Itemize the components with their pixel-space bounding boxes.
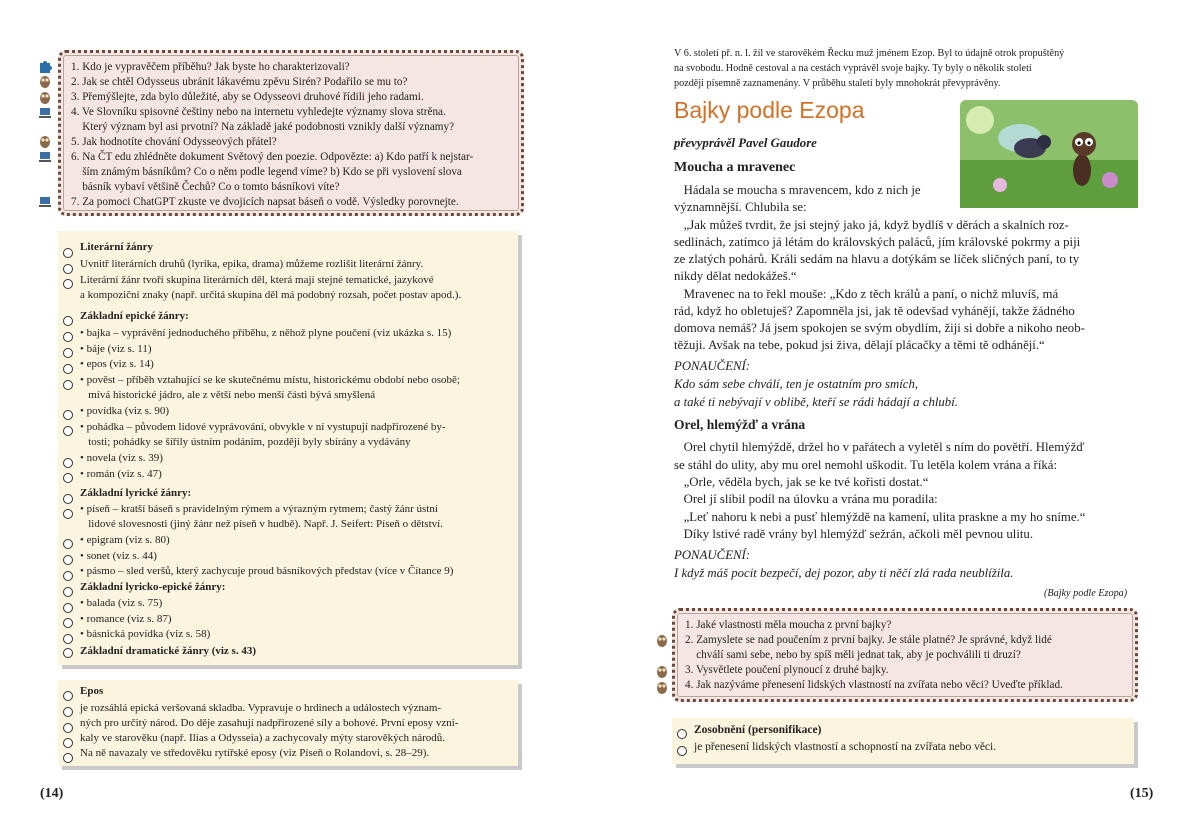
bullet-circle <box>63 618 73 628</box>
bullet-circle <box>63 753 73 763</box>
personification-box <box>672 718 1134 764</box>
epic-item: • bajka – vyprávění jednoduchého příběhu, z něhož plyne poučení (viz ukázka s. 15) <box>80 327 452 339</box>
literary-genres-box <box>58 231 518 665</box>
epos-line: je rozsáhlá epická veršovaná skladba. Vypravuje o hrdinech a událostech význam- <box>80 702 442 714</box>
computer-icon <box>38 195 52 209</box>
bullet-circle <box>63 473 73 483</box>
bullet-circle <box>63 380 73 390</box>
right-page <box>600 0 1200 838</box>
epic-item: • báje (viz s. 11) <box>80 343 152 355</box>
fable-1-line: Hádala se moucha s mravencem, kdo z nich je <box>674 183 921 197</box>
personification-heading: Zosobnění (personifikace) <box>694 724 822 736</box>
moral-1-line: Kdo sám sebe chválí, ten je ostatním pro smích, <box>674 377 919 391</box>
bullet-circle <box>63 691 73 701</box>
bullet-circle <box>63 738 73 748</box>
intro-line: později písemně zaznamenány. V průběhu staletí byly mnohokrát převyprávěny. <box>674 78 1001 89</box>
question-3: 3. Vysvětlete poučení plynoucí z druhé bajky. <box>685 664 889 676</box>
lyric-item: • epigram (viz s. 80) <box>80 534 170 546</box>
epic-item: • pověst – příběh vztahující se ke skutečnému místu, historickému období nebo osobě; <box>80 374 460 386</box>
question-5: 5. Jak hodnotíte chování Odysseových přátel? <box>71 136 277 148</box>
bullet-circle <box>63 264 73 274</box>
intro-line: na svobodu. Hodně cestoval a na cestách vyprávěl svoje bajky. Ty byly o několik století <box>674 63 1032 74</box>
fable-1-line: ze zlatých pohárů. Králi sedám na hlavu a dotýkám se líček sličných paní, to ty <box>674 252 1080 266</box>
question-3: 3. Přemýšlejte, zda bylo důležité, aby se Odysseovi druhové řídili jeho radami. <box>71 91 424 103</box>
computer-icon <box>38 150 52 164</box>
lyric-item: • píseň – kratší báseň s pravidelným rýmem a výrazným rytmem; častý žánr ústní <box>80 503 438 515</box>
epos-heading: Epos <box>80 685 104 697</box>
question-6: 6. Na ČT edu zhlédněte dokument Světový den poezie. Odpovězte: a) Kdo patří k nejstar- <box>71 151 474 163</box>
fable-1-line: Mravenec na to řekl mouše: „Kdo z těch králů a paní, o nichž mluvíš, má <box>674 287 1059 301</box>
bullet-circle <box>63 634 73 644</box>
page-number: (15) <box>1130 786 1154 801</box>
question-6-cont2: básník vybaví většině Čechů? Co o tomto básníkovi víte? <box>82 181 340 193</box>
fable-1-line: významnější. Chlubila se: <box>674 200 807 214</box>
genres-heading: Literární žánry <box>80 241 154 253</box>
lyrepic-item: • básnická povídka (viz s. 58) <box>80 628 211 640</box>
epic-item: • novela (viz s. 39) <box>80 452 163 464</box>
fable-2-title: Orel, hlemýžď a vrána <box>674 417 806 432</box>
moral-2: I když máš pocit bezpečí, dej pozor, aby ti něčí zlá rada neublížila. <box>674 566 1014 580</box>
fable-2-line: Díky lstivé radě vrány byl hlemýžď sežrán, ačkoli měl pevnou ulitu. <box>674 527 1034 541</box>
lyric-item: • sonet (viz s. 44) <box>80 550 157 562</box>
epic-item: • povídka (viz s. 90) <box>80 405 170 417</box>
lyrepic-item: • romance (viz s. 87) <box>80 613 172 625</box>
bullet-circle <box>63 426 73 436</box>
source-note: (Bajky podle Ezopa) <box>1044 588 1128 599</box>
genres-intro-1: Uvnitř literárních druhů (lyrika, epika, drama) můžeme rozlišit literární žánry. <box>80 258 424 270</box>
lyric-item: • pásmo – sled veršů, který zachycuje proud básníkových představ (více v Čítance 9) <box>80 565 454 577</box>
moral-label: PONAUČENÍ: <box>674 359 751 373</box>
owl-icon <box>38 74 52 88</box>
lyrepic-item: • balada (viz s. 75) <box>80 597 163 609</box>
genres-intro-3: a kompoziční znaky (např. určitá skupina děl má podobný rozsah, počet postav apod.). <box>80 289 462 301</box>
question-2: 2. Zamyslete se nad poučením z první bajky. Je stále platné? Je správné, když lidé <box>685 634 1052 646</box>
bullet-circle <box>677 729 687 739</box>
owl-icon <box>655 680 669 694</box>
epos-line: ných pro určitý národ. Do děje zasahují nadpřirozené síly a bohové. První eposy vzni- <box>80 717 459 729</box>
lyric-heading: Základní lyrické žánry: <box>80 487 192 499</box>
questions-box-right <box>672 608 1138 702</box>
fable-1-line: nikdy dělat nedokážeš.“ <box>674 269 797 283</box>
fable-2-line: se stáhl do ulity, aby mu orel nemohl uškodit. Tu letěla kolem vrána a říká: <box>674 458 1058 472</box>
questions-box-left <box>58 50 524 216</box>
bullet-circle <box>63 509 73 519</box>
bullet-circle <box>677 746 687 756</box>
question-6-cont: ším známým básníkům? Co o něm podle legend víme? b) Kdo se při vyslovení slova <box>82 166 462 178</box>
genres-intro-2: Literární žánr tvoří skupina literárních děl, která mají stejné tematické, jazykové <box>80 274 434 286</box>
fly-and-ant-illustration <box>960 100 1138 208</box>
bullet-circle <box>63 279 73 289</box>
computer-icon <box>38 106 52 120</box>
puzzle-icon <box>38 60 52 74</box>
moral-label: PONAUČENÍ: <box>674 548 751 562</box>
intro-line: V 6. století př. n. l. žil ve starověkém Řecku muž jménem Ezop. Byl to údajně otrok propuštěný <box>674 48 1065 59</box>
fable-2-line: „Leť nahoru k nebi a pusť hlemýždě na kamení, ulita praskne a my ho sníme.“ <box>674 510 1086 524</box>
fable-1-line: těžuji. Avšak na tebe, pokud jsi živa, dělají plácačky a těmi tě odhánějí.“ <box>674 338 1045 352</box>
owl-icon <box>38 90 52 104</box>
fable-2-line: „Orle, věděla bych, jak se ke tvé kořisti dostat.“ <box>674 475 929 489</box>
owl-icon <box>655 664 669 678</box>
owl-icon <box>655 633 669 647</box>
fable-2-line: Orel chytil hlemýždě, držel ho v pařátech a vyletěl s ním do povětří. Hlemýžď <box>674 440 1085 454</box>
retold-by: převyprávěl Pavel Gaudore <box>674 136 817 150</box>
bullet-circle <box>63 571 73 581</box>
page-title: Bajky podle Ezopa <box>674 97 865 123</box>
lyric-item-cont: lidové slovesnosti (jiný žánr než píseň v hudbě). Např. J. Seifert: Píseň o dětství. <box>80 518 443 530</box>
moral-1-line: a také ti nebývají v oblibě, kteří se rádi hádají a chlubí. <box>674 395 958 409</box>
epos-box <box>58 680 518 766</box>
fable-1-title: Moucha a mravenec <box>674 160 796 175</box>
epic-item: • epos (viz s. 14) <box>80 358 154 370</box>
drama-heading: Základní dramatické žánry (viz s. 43) <box>80 645 256 657</box>
question-1: 1. Kdo je vypravěčem příběhu? Jak byste ho charakterizovali? <box>71 61 350 73</box>
fable-1-line: rád, když ho obletuješ? Zapomněla jsi, jak tě odevšad vyhánějí, takže žádného <box>674 304 1075 318</box>
bullet-circle <box>63 316 73 326</box>
personification-text: je přenesení lidských vlastností a schopností na zvířata nebo věci. <box>694 741 997 753</box>
bullet-circle <box>63 458 73 468</box>
fable-1-line: sedlinách, zatímco já létám do královských paláců, jím královské pokrmy a piji <box>674 235 1081 249</box>
question-4-cont: Který význam byl asi prvotní? Na základě jaké podobnosti vznikly další významy? <box>82 121 455 133</box>
bullet-circle <box>63 723 73 733</box>
bullet-circle <box>63 587 73 597</box>
epic-item: • pohádka – původem lidové vyprávování, obvykle v ní vystupují nadpřirozené by- <box>80 421 446 433</box>
epic-heading: Základní epické žánry: <box>80 310 189 322</box>
question-2-cont: chválí sami sebe, nebo by spíš měli jednat tak, aby je pochválili ti druzí? <box>685 649 1021 661</box>
question-1: 1. Jaké vlastnosti měla moucha z první bajky? <box>685 619 892 631</box>
epic-item: • román (viz s. 47) <box>80 468 162 480</box>
bullet-circle <box>63 410 73 420</box>
bullet-circle <box>63 555 73 565</box>
epos-line: Na ně navazaly ve středověku rytířské eposy (viz Píseň o Rolandovi, s. 28–29). <box>80 747 430 759</box>
question-4: 4. Ve Slovníku spisovné češtiny nebo na internetu vyhledejte významy slova strěna. <box>71 106 446 118</box>
epic-item-cont: mívá historické jádro, ale z větší nebo menší části bývá smyšlená <box>80 389 376 401</box>
fable-2-line: Orel jí slíbil podíl na úlovku a vrána mu poradila: <box>674 492 938 506</box>
bullet-circle <box>63 364 73 374</box>
epic-item-cont: tosti; pohádky se šířily ústním podáním, později byly sbírány a vydávány <box>80 436 411 448</box>
question-4: 4. Jak nazýváme přenesení lidských vlastností na zvířata nebo věci? Uveďte příklad. <box>685 679 1063 691</box>
owl-icon <box>38 134 52 148</box>
fable-1-line: „Jak můžeš tvrdit, že jsi stejný jako já, když bydlíš v děrách a skalních roz- <box>674 218 1069 232</box>
page-number: (14) <box>40 786 64 801</box>
question-7: 7. Za pomoci ChatGPT zkuste ve dvojicích napsat báseň o vodě. Výsledky porovnejte. <box>71 196 459 208</box>
lyrepic-heading: Základní lyricko-epické žánry: <box>80 581 226 593</box>
question-2: 2. Jak se chtěl Odysseus ubránit lákavému zpěvu Sirén? Podařilo se mu to? <box>71 76 408 88</box>
bullet-circle <box>63 539 73 549</box>
bullet-circle <box>63 648 73 658</box>
epos-line: kaly ve starověku (např. Ilias a Odysseia) a zachycovaly mýty starověkých národů. <box>80 732 446 744</box>
fable-1-line: domova nemáš? Já jsem spokojen se svým obydlím, žiji si dobře a nikoho neob- <box>674 321 1085 335</box>
bullet-circle <box>63 494 73 504</box>
bullet-circle <box>63 603 73 613</box>
bullet-circle <box>63 332 73 342</box>
bullet-circle <box>63 248 73 258</box>
bullet-circle <box>63 707 73 717</box>
bullet-circle <box>63 348 73 358</box>
